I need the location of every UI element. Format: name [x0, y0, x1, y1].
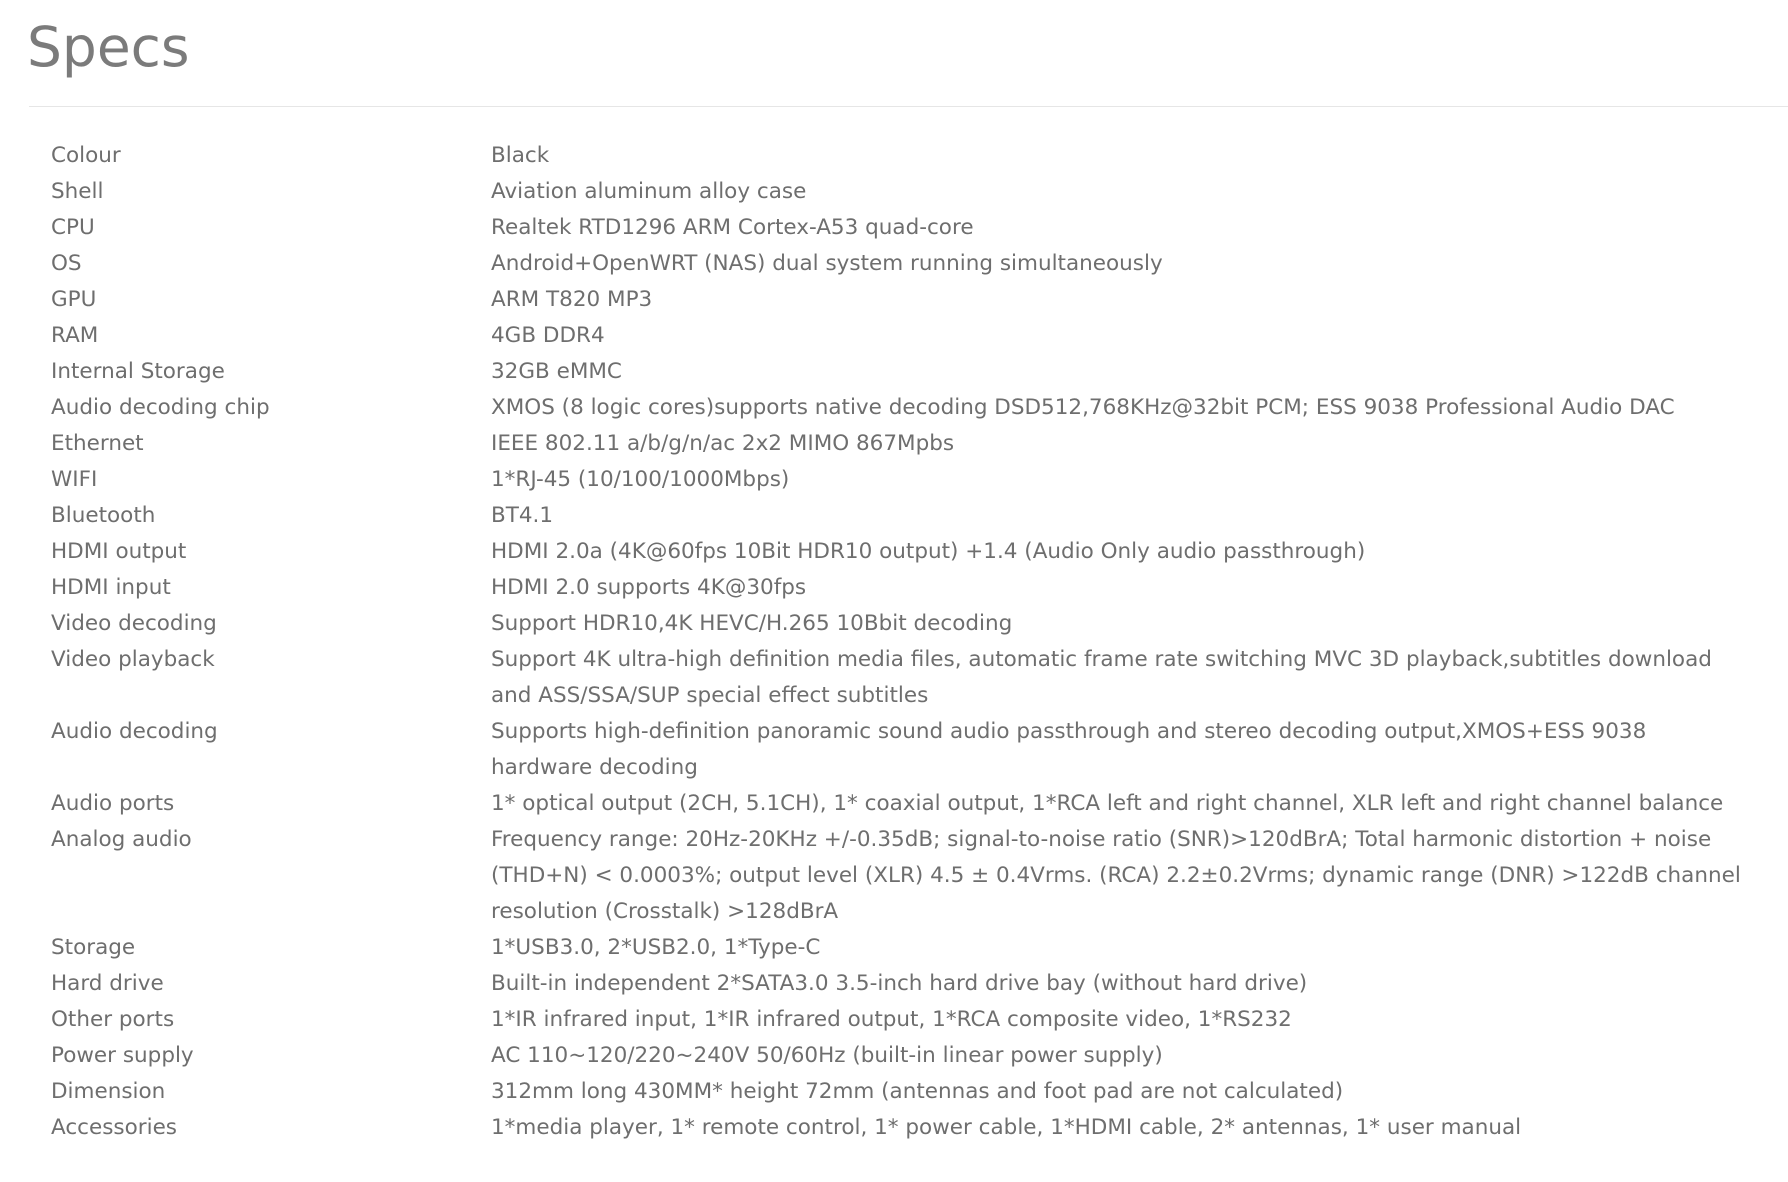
spec-value: Frequency range: 20Hz-20KHz +/-0.35dB; signal-to-noise ratio (SNR)>120dBrA; Total harmonic distortion + noise (THD+N) < 0.0003%; output level (XLR) 4.5 ± 0.4Vrms. (RCA) 2.2±0.2Vrms; dynamic range (DNR) >122dB channel resolution (Crosstalk) >128dBrA: [491, 827, 1741, 924]
table-row: [51, 498, 1741, 534]
spec-value: Supports high-definition panoramic sound audio passthrough and stereo decoding output,XMOS+ESS 9038 hardware decoding: [491, 719, 1647, 780]
spec-value: BT4.1: [491, 503, 554, 528]
spec-value: 32GB eMMC: [491, 359, 622, 384]
spec-value: Black: [491, 143, 550, 168]
table-row: [51, 966, 1741, 1002]
spec-value: HDMI 2.0a (4K@60fps 10Bit HDR10 output) +1.4 (Audio Only audio passthrough): [491, 539, 1366, 564]
spec-value: AC 110~120/220~240V 50/60Hz (built-in linear power supply): [491, 1043, 1163, 1068]
table-row: [51, 282, 1741, 318]
spec-value: Realtek RTD1296 ARM Cortex-A53 quad-core: [491, 215, 974, 240]
spec-value: 4GB DDR4: [491, 323, 605, 348]
table-row: [51, 606, 1741, 642]
table-row: [51, 246, 1741, 282]
spec-value: Built-in independent 2*SATA3.0 3.5-inch hard drive bay (without hard drive): [491, 971, 1308, 996]
spec-value: 1*media player, 1* remote control, 1* power cable, 1*HDMI cable, 2* antennas, 1* user manual: [491, 1115, 1522, 1140]
spec-label: HDMI input: [51, 575, 171, 600]
spec-value: 1*RJ-45 (10/100/1000Mbps): [491, 467, 790, 492]
page-title: Specs: [27, 15, 190, 79]
table-row: [51, 462, 1741, 498]
spec-value: 1* optical output (2CH, 5.1CH), 1* coaxial output, 1*RCA left and right channel, XLR left and right channel balance: [491, 791, 1724, 816]
specs-table-body: [51, 138, 1741, 1146]
table-row: [51, 570, 1741, 606]
spec-label: Audio ports: [51, 791, 175, 816]
table-row: [51, 930, 1741, 966]
table-row: [51, 822, 1741, 930]
spec-label: Audio decoding: [51, 719, 218, 744]
spec-label: Colour: [51, 143, 121, 168]
spec-label: CPU: [51, 215, 95, 240]
table-row: [51, 714, 1741, 786]
spec-label: Accessories: [51, 1115, 177, 1140]
spec-label: GPU: [51, 287, 97, 312]
spec-label: Shell: [51, 179, 104, 204]
table-row: [51, 390, 1741, 426]
spec-value: IEEE 802.11 a/b/g/n/ac 2x2 MIMO 867Mpbs: [491, 431, 955, 456]
table-row: [51, 354, 1741, 390]
table-row: [51, 1110, 1741, 1146]
spec-value: HDMI 2.0 supports 4K@30fps: [491, 575, 807, 600]
spec-label: Internal Storage: [51, 359, 225, 384]
spec-label: Dimension: [51, 1079, 166, 1104]
spec-label: RAM: [51, 323, 99, 348]
spec-value: Android+OpenWRT (NAS) dual system running simultaneously: [491, 251, 1163, 276]
title-divider: [29, 106, 1788, 107]
spec-value: 1*IR infrared input, 1*IR infrared output, 1*RCA composite video, 1*RS232: [491, 1007, 1292, 1032]
table-row: [51, 642, 1741, 714]
spec-value: Support 4K ultra-high definition media files, automatic frame rate switching MVC 3D playback,subtitles download and ASS/SSA/SUP special effect subtitles: [491, 647, 1712, 708]
table-row: [51, 1038, 1741, 1074]
table-row: [51, 786, 1741, 822]
table-row: [51, 174, 1741, 210]
spec-value: Support HDR10,4K HEVC/H.265 10Bbit decoding: [491, 611, 1013, 636]
spec-label: Hard drive: [51, 971, 164, 996]
spec-label: WIFI: [51, 467, 98, 492]
spec-label: Video playback: [51, 647, 215, 672]
table-row: [51, 426, 1741, 462]
table-row: [51, 1074, 1741, 1110]
spec-value: ARM T820 MP3: [491, 287, 653, 312]
spec-label: OS: [51, 251, 82, 276]
spec-label: HDMI output: [51, 539, 187, 564]
table-row: [51, 138, 1741, 174]
table-row: [51, 1002, 1741, 1038]
spec-value: 1*USB3.0, 2*USB2.0, 1*Type-C: [491, 935, 821, 960]
spec-label: Power supply: [51, 1043, 194, 1068]
spec-value: 312mm long 430MM* height 72mm (antennas and foot pad are not calculated): [491, 1079, 1344, 1104]
table-row: [51, 318, 1741, 354]
spec-label: Ethernet: [51, 431, 144, 456]
spec-value: XMOS (8 logic cores)supports native decoding DSD512,768KHz@32bit PCM; ESS 9038 Professional Audio DAC: [491, 395, 1675, 420]
spec-label: Audio decoding chip: [51, 395, 270, 420]
specs-table: [51, 138, 1741, 1146]
spec-label: Bluetooth: [51, 503, 156, 528]
spec-label: Video decoding: [51, 611, 217, 636]
spec-label: Storage: [51, 935, 136, 960]
table-row: [51, 534, 1741, 570]
spec-value: Aviation aluminum alloy case: [491, 179, 807, 204]
spec-label: Analog audio: [51, 827, 192, 852]
spec-label: Other ports: [51, 1007, 175, 1032]
table-row: [51, 210, 1741, 246]
